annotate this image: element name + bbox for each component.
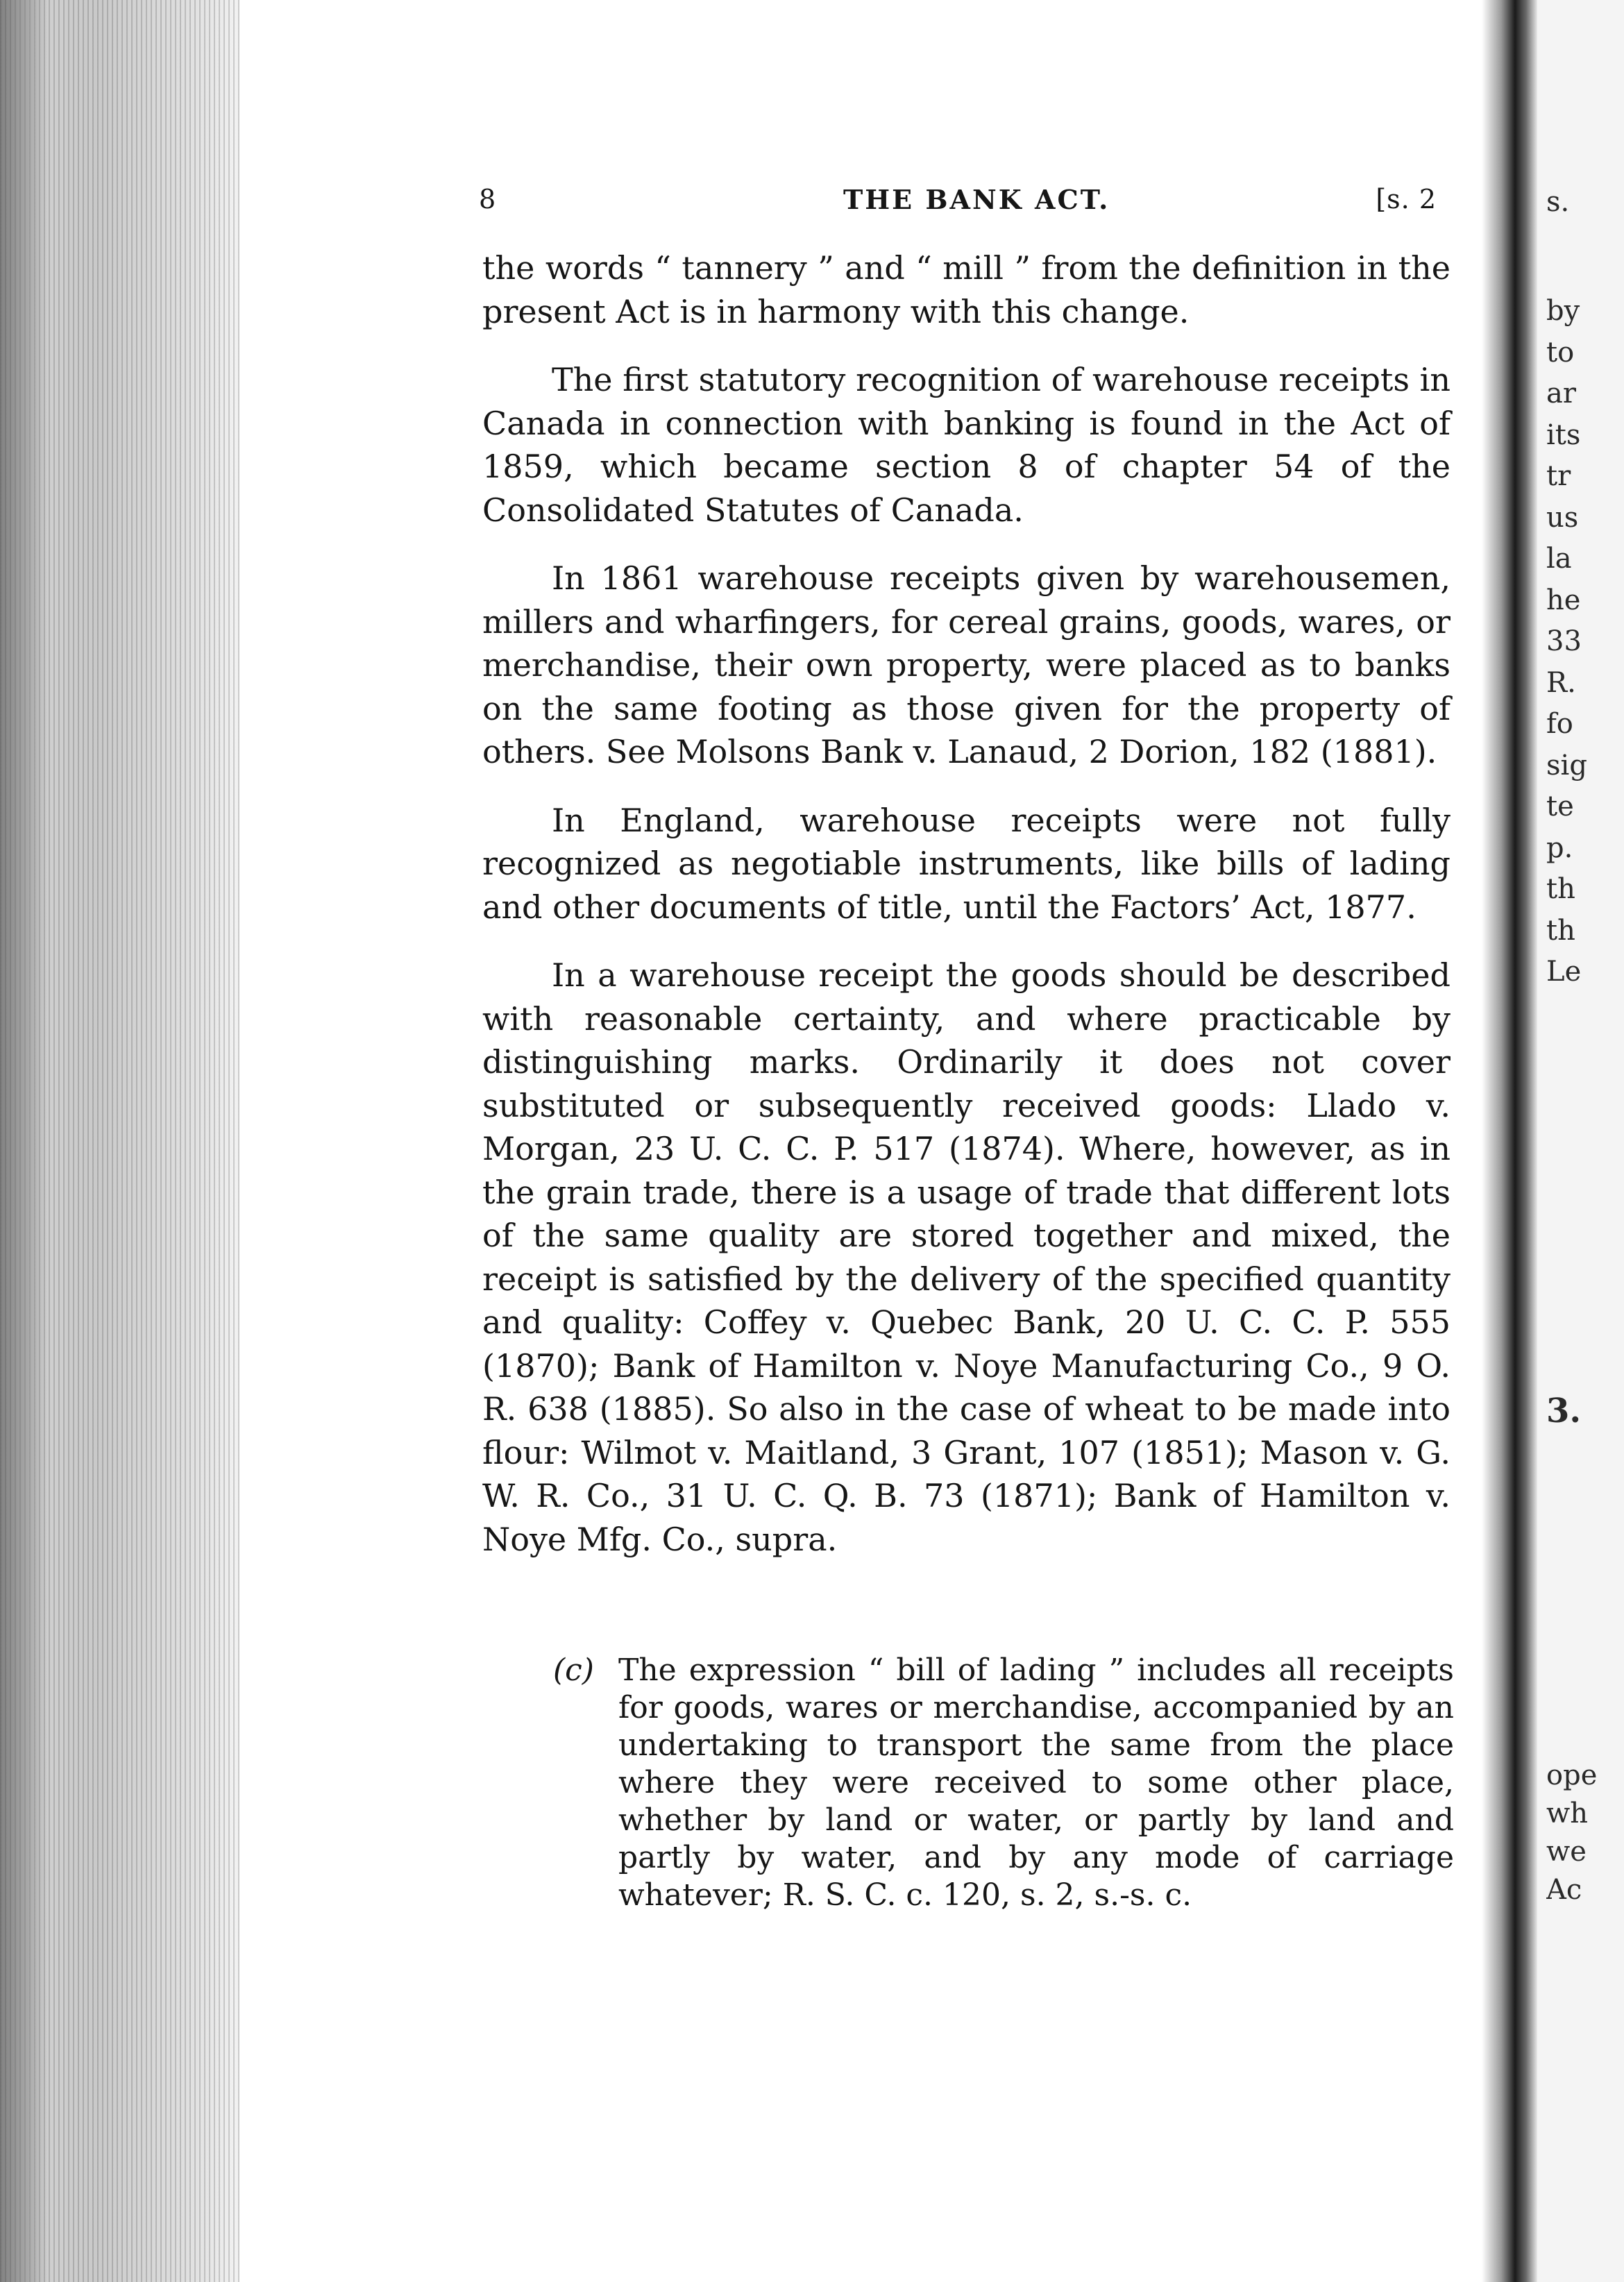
page-number: 8 <box>479 184 497 214</box>
next-page-line-fragment: Ac <box>1546 1874 1582 1906</box>
next-page-line-fragment: fo <box>1546 708 1573 740</box>
next-page-line-fragment: its <box>1546 419 1581 451</box>
next-page-line-fragment: te <box>1546 791 1574 822</box>
statute-clause <box>553 1652 1454 1914</box>
page-block-shadow <box>0 0 49 2282</box>
next-page-line-fragment: la <box>1546 543 1572 575</box>
clause-marker: (c) <box>553 1653 594 1688</box>
next-page-line-fragment: th <box>1546 873 1575 905</box>
next-page-line-fragment: p. <box>1546 831 1573 864</box>
clause-text: The expression “ bill of lading ” includes all receipts for goods, wares or merchandise, accompanied by an undertaking to transport the same from the place where they were received to some other place, whether by land or water, or partly by land and partly by water, and by any mode of carriage whatever; R. S. C. c. 120, s. 2, s.-s. c. <box>618 1653 1454 1913</box>
book-gutter <box>1482 0 1537 2282</box>
next-page-line-fragment: ar <box>1546 378 1576 409</box>
paragraph: In England, warehouse receipts were not fully recognized as negotiable instruments, like bills of lading and other documents of title, until the Factors’ Act, 1877. <box>482 801 1450 926</box>
next-page-line-fragment: Le <box>1546 956 1582 988</box>
paragraph: The first statutory recognition of warehouse receipts in Canada in connection with banking is found in the Act of 1859, which became section 8 of chapter 54 of the Consolidated Statutes of Canada. <box>482 361 1450 529</box>
paragraph: In a warehouse receipt the goods should be described with reasonable certainty, and where practicable by distinguishing marks. Ordinarily it does not cover substituted or subsequently received goods: Llado v. Morgan, 23 U. C. C. P. 517 (1874). Where, however, as in the grain trade, there is a usage of trade that different lots of the same quality are stored together and mixed, the receipt is satisfied by the delivery of the specified quantity and quality: Coffey v. Quebec Bank, 20 U. C. C. P. 555 (1870); Bank of Hamilton v. Noye Manufacturing Co., 9 O. R. 638 (1885). So also in the case of wheat to be made into flour: Wilmot v. Maitland, 3 Grant, 107 (1851); Mason v. G. W. R. Co., 31 U. C. Q. B. 73 (1871); Bank of Hamilton v. Noye Mfg. Co., supra. <box>482 956 1450 1558</box>
next-page-header-fragment: s. <box>1546 186 1570 218</box>
next-page-line-fragment: we <box>1546 1836 1587 1868</box>
next-page-section-mark: 3. <box>1546 1392 1582 1430</box>
next-page-line-fragment: ope <box>1546 1759 1598 1791</box>
next-page-line-fragment: to <box>1546 336 1575 369</box>
next-page-line-fragment: sig <box>1546 749 1587 781</box>
next-page-line-fragment: by <box>1546 295 1580 327</box>
next-page-line-fragment: 33 <box>1546 625 1582 657</box>
next-page-line-fragment: tr <box>1546 460 1571 492</box>
paragraph: the words “ tannery ” and “ mill ” from the definition in the present Act is in harmony with this change. <box>482 249 1450 330</box>
paragraph: In 1861 warehouse receipts given by warehousemen, millers and wharfingers, for cereal grains, goods, wares, or merchandise, their own property, were placed as to banks on the same footing as those given for the property of others. See Molsons Bank v. Lanaud, 2 Dorion, 182 (1881). <box>482 559 1450 770</box>
commentary-text <box>482 246 1450 1561</box>
running-header <box>479 184 1437 226</box>
running-title: THE BANK ACT. <box>843 184 1110 215</box>
section-reference: [s. 2 <box>1376 184 1437 214</box>
next-page-line-fragment: wh <box>1546 1798 1588 1829</box>
next-page-line-fragment: R. <box>1546 666 1576 699</box>
next-page-line-fragment: th <box>1546 914 1575 947</box>
next-page-line-fragment: he <box>1546 584 1581 616</box>
next-page-line-fragment: us <box>1546 501 1579 534</box>
